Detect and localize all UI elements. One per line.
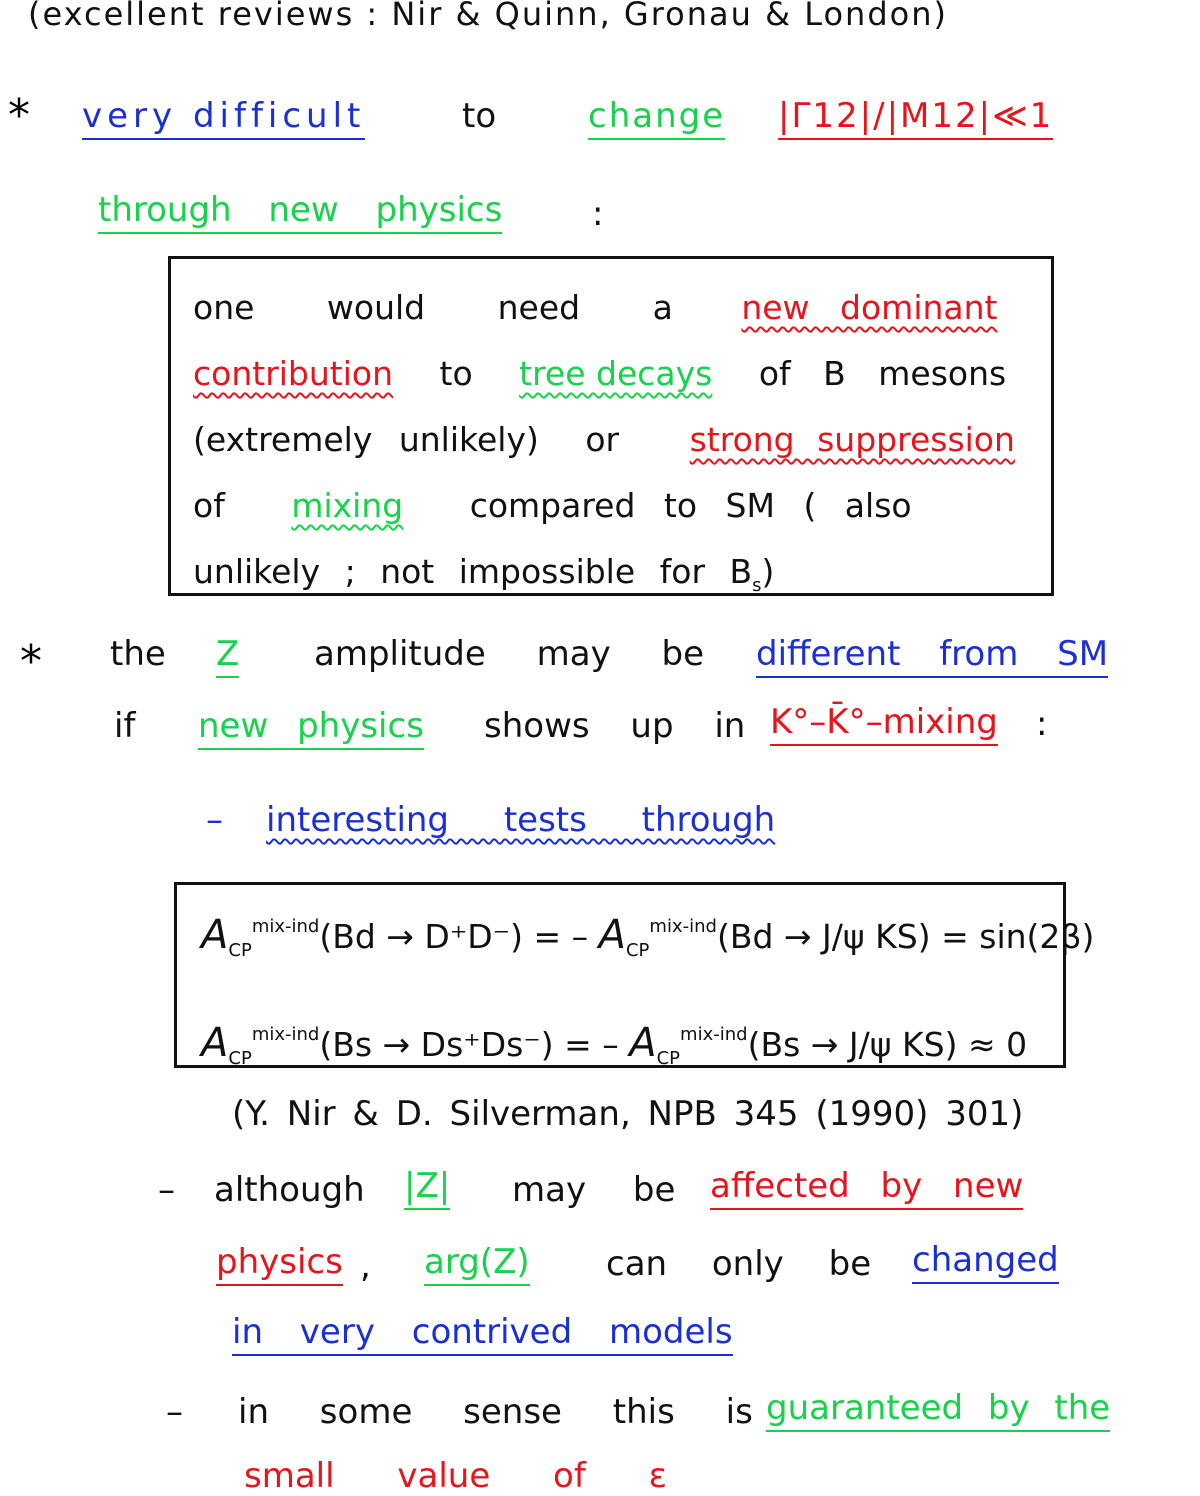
affected-by-new-text: affected by new <box>710 1166 1023 1210</box>
physics-text-red: physics <box>216 1242 343 1286</box>
of-b-mesons-text: of B mesons <box>758 354 1007 393</box>
z-symbol: Z <box>216 634 239 678</box>
cp-subscript-1: CP <box>228 940 252 961</box>
mix-ind-superscript-4: mix-ind <box>680 1024 748 1045</box>
word-need: need <box>497 288 581 327</box>
compared-to-sm-text: compared to SM ( also <box>469 486 912 525</box>
header-reviews: (excellent reviews : Nir & Quinn, Gronau & London) <box>28 0 948 33</box>
contrived-models-text: in very contrived models <box>232 1312 733 1356</box>
tree-decays-text: tree decays <box>519 354 713 393</box>
asymmetry-symbol-1: A <box>201 912 229 958</box>
small-value-of-epsilon-text: small value of ε <box>244 1456 668 1496</box>
box1-line4 <box>193 473 1051 539</box>
box1-line5 <box>193 539 1051 619</box>
dash-item1: – <box>158 1170 175 1210</box>
colon-2: : <box>1036 704 1048 744</box>
eq1-rhs: (Bd → J/ψ KS) = sin(2β) <box>716 917 1095 956</box>
new-physics-text-2: new physics <box>198 706 424 750</box>
asymmetry-symbol-3: A <box>201 1020 229 1066</box>
box1-line1 <box>193 275 1051 341</box>
word-a: a <box>652 288 673 327</box>
k-kbar-mixing-text: K°–K̄°–mixing <box>770 702 998 746</box>
cp-subscript-3: CP <box>228 1048 252 1069</box>
word-the: the <box>110 634 166 674</box>
equation-bs <box>177 993 1063 1101</box>
asymmetry-symbol-4: A <box>629 1020 657 1066</box>
in-some-sense-text: in some sense this is <box>238 1392 753 1432</box>
word-one: one <box>193 288 255 327</box>
eq1-lhs: (Bd → D⁺D⁻) = – <box>319 917 589 956</box>
mixing-text: mixing <box>291 486 404 525</box>
dash-tests: – <box>206 800 223 840</box>
word-would: would <box>326 288 426 327</box>
equation-bd <box>177 885 1095 993</box>
abs-z-text: |Z| <box>404 1166 450 1210</box>
unlikely-not-impossible-text: unlikely ; not impossible for B <box>193 552 753 591</box>
extremely-unlikely-text: (extremely unlikely) <box>193 420 539 459</box>
eq2-lhs: (Bs → Ds⁺Ds⁻) = – <box>319 1025 619 1064</box>
cp-subscript-2: CP <box>625 940 650 961</box>
new-dominant-text: new dominant <box>741 288 998 327</box>
cp-subscript-4: CP <box>656 1048 681 1069</box>
strong-suppression-text: strong suppression <box>689 420 1015 459</box>
changed-text: changed <box>912 1240 1059 1284</box>
subscript-s: s <box>752 575 762 596</box>
box1-line2 <box>193 341 1051 407</box>
through-new-physics: through new physics <box>98 190 502 234</box>
can-only-be-text: can only be <box>606 1244 872 1284</box>
guaranteed-by-the-text: guaranteed by the <box>766 1388 1110 1432</box>
box-equations <box>174 882 1095 1069</box>
arg-z-text: arg(Z) <box>424 1242 530 1286</box>
interesting-tests-text: interesting tests through <box>266 800 776 840</box>
box1-line3 <box>193 407 1051 473</box>
mix-ind-superscript-2: mix-ind <box>649 916 717 937</box>
word-although: although <box>214 1170 365 1210</box>
colon: : <box>592 194 604 234</box>
bullet-star-2: * <box>20 636 42 687</box>
asymmetry-symbol-2: A <box>598 912 626 958</box>
shows-up-in-text: shows up in <box>484 706 746 746</box>
word-if: if <box>114 706 136 746</box>
very-difficult-text: very difficult <box>82 96 365 140</box>
may-be-text: may be <box>512 1170 676 1210</box>
word-to: to <box>439 354 473 393</box>
word-or: or <box>585 420 620 459</box>
dash-item2: – <box>166 1392 183 1432</box>
word-of: of <box>193 486 225 525</box>
different-from-sm-text: different from SM <box>756 634 1108 678</box>
gamma-m-ratio: |Γ12|/|M12|≪1 <box>778 96 1053 140</box>
contribution-text: contribution <box>193 354 393 393</box>
box-requirements <box>168 256 1054 596</box>
amplitude-may-be-text: amplitude may be <box>314 634 705 674</box>
close-paren: ) <box>761 552 775 591</box>
to-text: to <box>462 96 497 136</box>
reference-nir-silverman: (Y. Nir & D. Silverman, NPB 345 (1990) 301) <box>232 1094 1024 1134</box>
mix-ind-superscript-1: mix-ind <box>251 916 320 937</box>
change-text: change <box>588 96 725 140</box>
eq2-rhs: (Bs → J/ψ KS) ≈ 0 <box>747 1025 1028 1064</box>
mix-ind-superscript-3: mix-ind <box>251 1024 320 1045</box>
comma: , <box>360 1246 371 1286</box>
bullet-star: * <box>8 90 30 141</box>
